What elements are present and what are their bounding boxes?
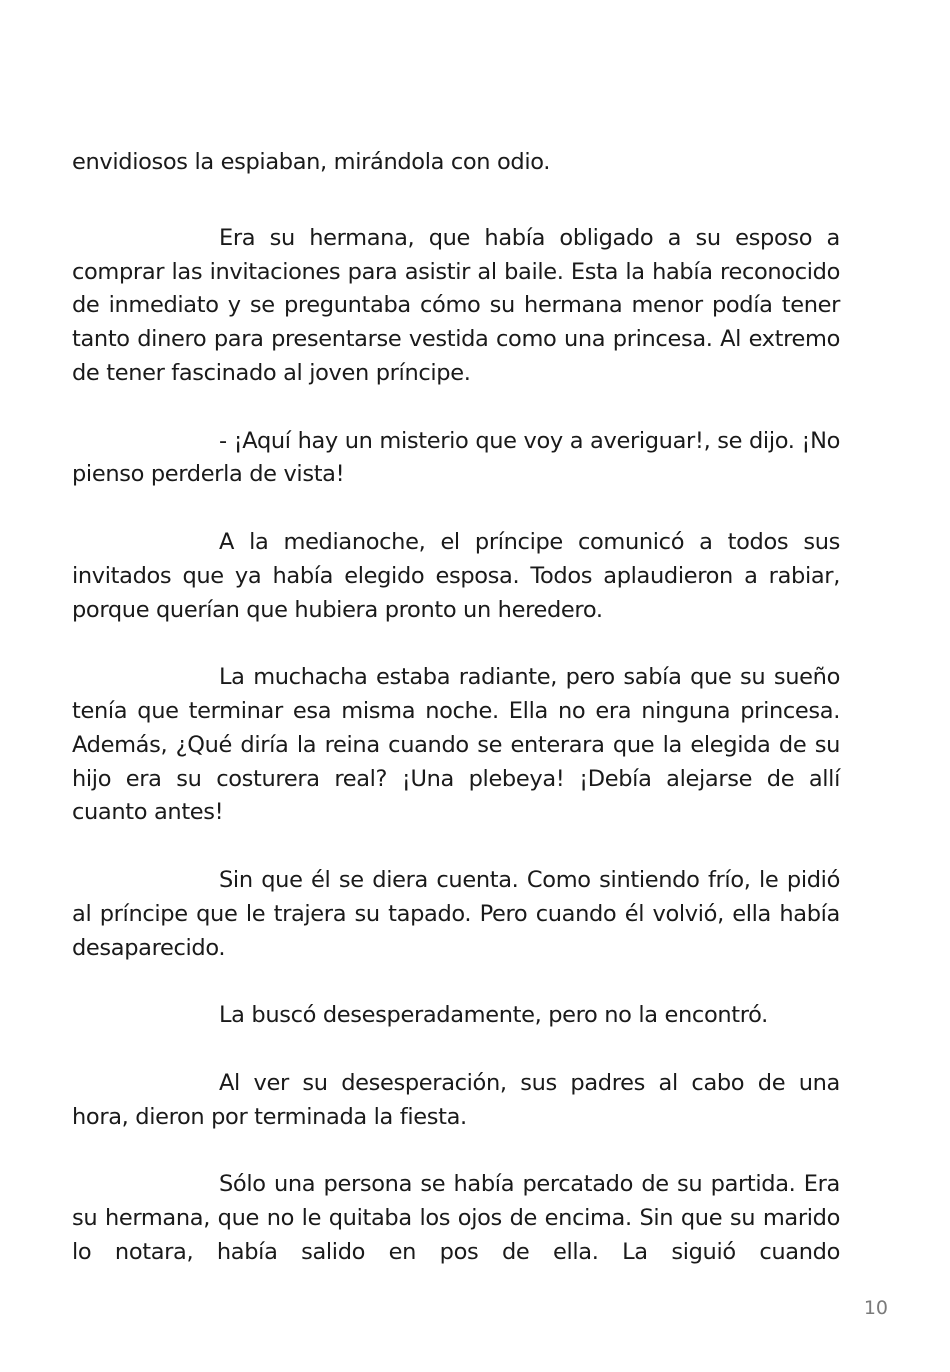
paragraph-2: Era su hermana, que había obligado a su esposo a comprar las invitaciones para asistir al baile. Esta la había reconocido de inmediato y se preguntaba cómo su hermana menor podía tener tanto dinero para presentarse vestida como una princesa. Al extremo de tener fascinado al joven príncipe. bbox=[72, 224, 840, 386]
paragraph-3: - ¡Aquí hay un misterio que voy a averiguar!, se dijo. ¡No pienso perderla de vista! bbox=[72, 427, 840, 488]
paragraph-9: Sólo una persona se había percatado de su partida. Era su hermana, que no le quitaba los ojos de encima. Sin que su marido lo notara, había salido en pos de ella. La siguió cuando bbox=[72, 1171, 840, 1265]
paragraph-5: La muchacha estaba radiante, pero sabía que su sueño tenía que terminar esa misma noche. Ella no era ninguna princesa. Además, ¿Qué diría la reina cuando se enterara que la elegida de su hijo era su costurera real? ¡Una plebeya! ¡Debía alejarse de allí cuanto antes! bbox=[72, 664, 840, 826]
paragraph-6: Sin que él se diera cuenta. Como sintiendo frío, le pidió al príncipe que le trajera su tapado. Pero cuando él volvió, ella había desaparecido. bbox=[72, 866, 840, 961]
page-body bbox=[72, 146, 840, 1270]
paragraph-7: La buscó desesperadamente, pero no la encontró. bbox=[219, 1002, 768, 1029]
page-number: 10 bbox=[863, 1297, 888, 1319]
paragraph-8: Al ver su desesperación, sus padres al cabo de una hora, dieron por terminada la fiesta. bbox=[72, 1069, 840, 1130]
paragraph-1: envidiosos la espiaban, mirándola con odio. bbox=[72, 149, 551, 175]
paragraph-4: A la medianoche, el príncipe comunicó a todos sus invitados que ya había elegido esposa. Todos aplaudieron a rabiar, porque querían que hubiera pronto un heredero. bbox=[72, 528, 840, 623]
